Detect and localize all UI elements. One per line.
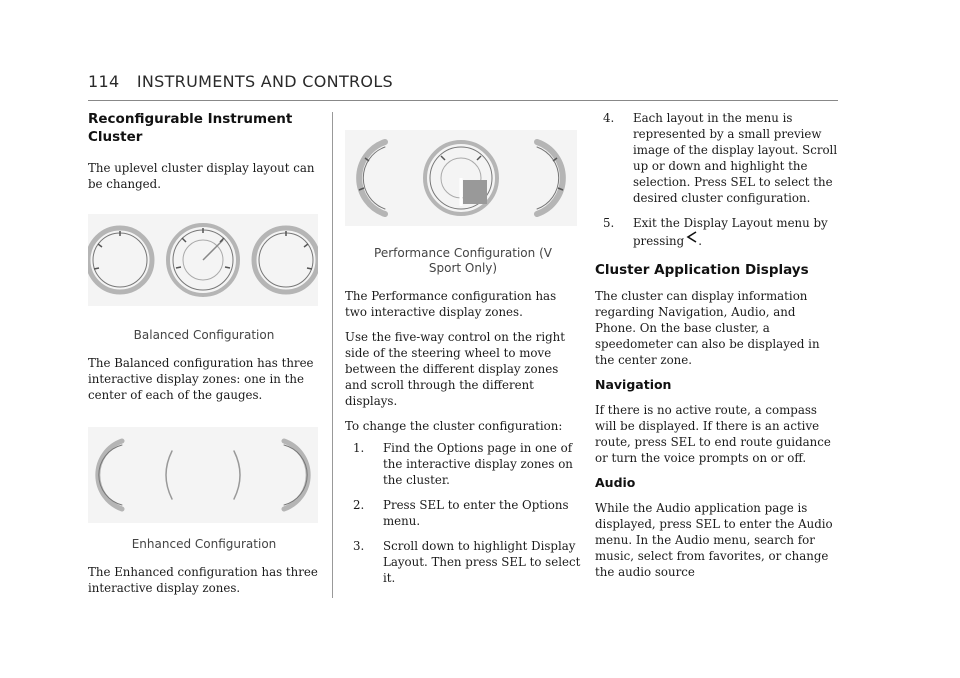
- step-number: 1.: [353, 441, 365, 455]
- enhanced-caption: Enhanced Configuration: [131, 537, 277, 551]
- balanced-configuration-figure: [88, 214, 318, 306]
- subheading-navigation: Navigation: [595, 377, 672, 392]
- step-text: Each layout in the menu is represented by a small preview image of the display layout. Scroll up or down and highlight the selection. Press SEL to select the desired cluster configuration.: [633, 111, 838, 205]
- step-number: 3.: [353, 539, 365, 553]
- balanced-paragraph: The Balanced configuration has three interactive display zones: one in the center of each of the gauges.: [88, 356, 314, 402]
- steps-list-1: [345, 440, 581, 586]
- fiveway-paragraph: Use the five-way control on the right side of the steering wheel to move between the different display zones and scroll through the different displays.: [345, 330, 565, 408]
- page-header: [88, 72, 393, 91]
- step-4: [595, 110, 840, 206]
- step-1: [345, 440, 581, 488]
- column-right: [595, 110, 840, 580]
- back-chevron-icon: [686, 231, 698, 243]
- step-number: 4.: [603, 111, 615, 125]
- section-heading-apps: Cluster Application Displays: [595, 262, 809, 278]
- step-text: Find the Options page in one of the interactive display zones on the cluster.: [383, 441, 573, 487]
- performance-caption: Performance Configuration (V Sport Only): [374, 246, 552, 275]
- change-intro: To change the cluster configuration:: [345, 419, 563, 433]
- enhanced-paragraph: The Enhanced configuration has three interactive display zones.: [88, 565, 318, 595]
- navigation-paragraph: If there is no active route, a compass will be displayed. If there is an active route, press SEL to end route guidance or turn the voice prompts on or off.: [595, 403, 831, 465]
- step-2: [345, 497, 581, 529]
- steps-list-2: [595, 110, 840, 249]
- step-5: [595, 215, 840, 249]
- step-3: [345, 538, 581, 586]
- section-title: INSTRUMENTS AND CONTROLS: [136, 72, 393, 91]
- column-left: [88, 110, 320, 596]
- intro-paragraph: The uplevel cluster display layout can be changed.: [88, 161, 315, 191]
- performance-configuration-figure: [345, 130, 577, 226]
- page-number: 114: [88, 72, 120, 91]
- apps-paragraph: The cluster can display information regarding Navigation, Audio, and Phone. On the base cluster, a speedometer can also be displayed in the center zone.: [595, 289, 820, 367]
- step-text: Press SEL to enter the Options menu.: [383, 498, 569, 528]
- audio-paragraph: While the Audio application page is displayed, press SEL to enter the Audio menu. In the Audio menu, search for music, select from favorites, or change the audio source: [595, 501, 833, 579]
- step-suffix: .: [698, 234, 702, 248]
- step-text: Exit the Display Layout menu by pressing: [633, 216, 828, 248]
- enhanced-configuration-figure: [88, 427, 318, 523]
- balanced-caption: Balanced Configuration: [133, 328, 275, 342]
- column-divider: [332, 112, 333, 598]
- section-heading-reconfigurable: Reconfigurable Instrument Cluster: [88, 111, 293, 145]
- step-text: Scroll down to highlight Display Layout. Then press SEL to select it.: [383, 539, 581, 585]
- performance-paragraph: The Performance configuration has two interactive display zones.: [345, 289, 557, 319]
- column-middle: [345, 110, 581, 586]
- header-rule: [88, 100, 838, 101]
- subheading-audio: Audio: [595, 475, 636, 490]
- step-number: 5.: [603, 216, 615, 230]
- step-number: 2.: [353, 498, 365, 512]
